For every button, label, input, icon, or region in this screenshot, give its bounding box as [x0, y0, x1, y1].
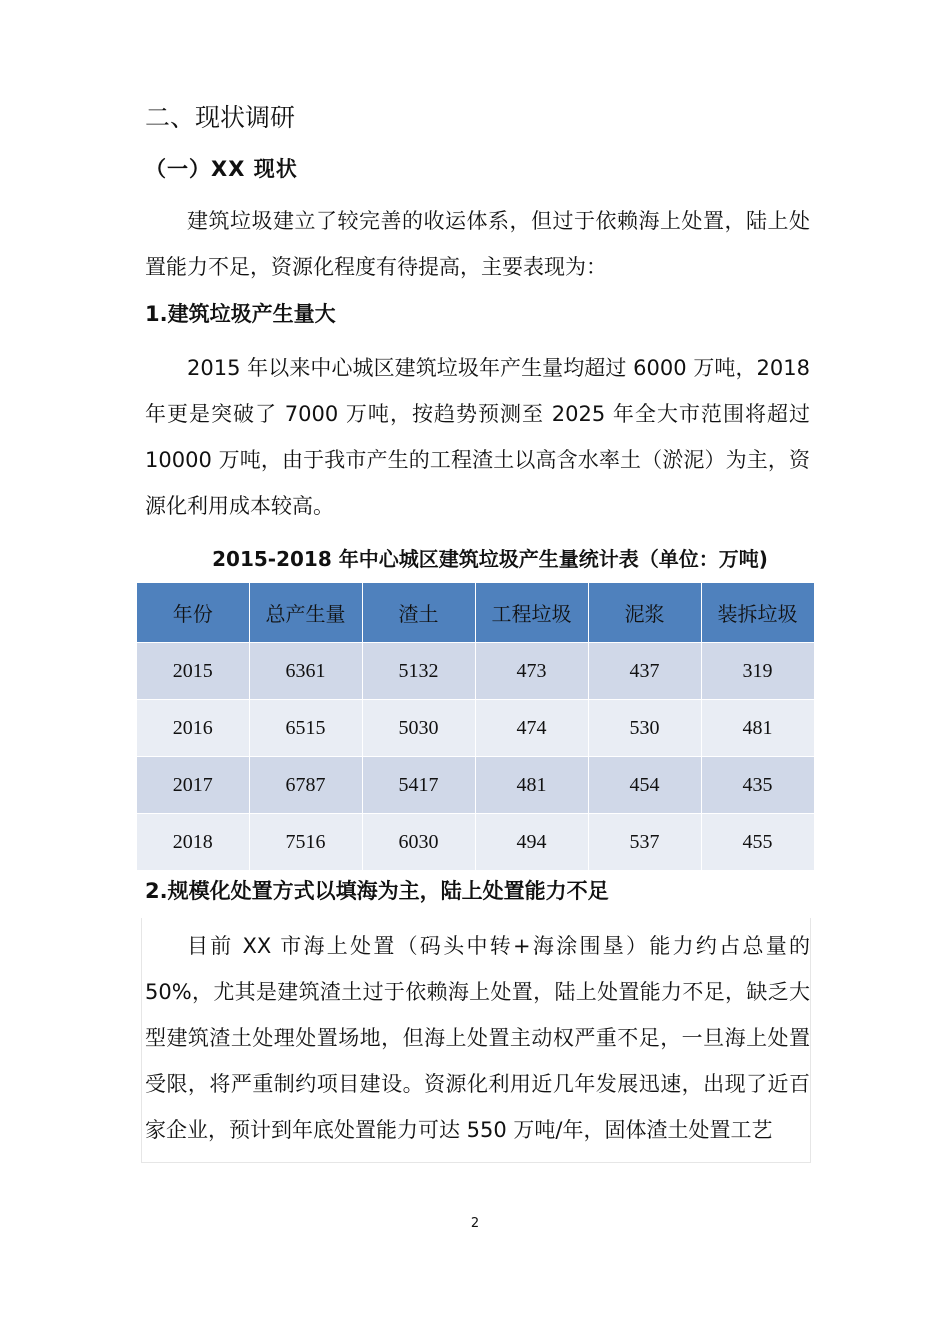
- table-cell: 2017: [137, 757, 249, 814]
- table-cell: 5417: [362, 757, 475, 814]
- table-cell: 454: [588, 757, 701, 814]
- table-cell: 5132: [362, 643, 475, 700]
- table-cell: 435: [701, 757, 814, 814]
- subsection-heading: （一）XX 现状: [145, 157, 298, 181]
- header-muck: 渣土: [362, 583, 475, 643]
- table-cell: 2016: [137, 700, 249, 757]
- table-cell: 473: [475, 643, 588, 700]
- table-cell: 494: [475, 814, 588, 871]
- header-slurry: 泥浆: [588, 583, 701, 643]
- table-cell: 7516: [249, 814, 362, 871]
- table-cell: 474: [475, 700, 588, 757]
- table-cell: 6787: [249, 757, 362, 814]
- table-cell: 319: [701, 643, 814, 700]
- table-cell: 530: [588, 700, 701, 757]
- intro-text: 建筑垃圾建立了较完善的收运体系，但过于依赖海上处置，陆上处置能力不足，资源化程度有待提高，主要表现为：: [145, 209, 810, 279]
- table-header-row: [137, 583, 814, 643]
- table-cell: 537: [588, 814, 701, 871]
- table-cell: 6030: [362, 814, 475, 871]
- table-row: [137, 757, 814, 814]
- table-cell: 2018: [137, 814, 249, 871]
- page-number: 2: [470, 1216, 480, 1231]
- table-row: [137, 814, 814, 871]
- table-cell: 455: [701, 814, 814, 871]
- section1-text: 2015 年以来中心城区建筑垃圾年产生量均超过 6000 万吨，2018 年更是突破了 7000 万吨，按趋势预测至 2025 年全大市范围将超过 10000 万吨，由于我市产生的工程渣土以高含水率土（淤泥）为主，资源化利用成本较高。: [145, 356, 810, 518]
- table-row: [137, 700, 814, 757]
- intro-paragraph: [145, 198, 810, 290]
- table-cell: 6361: [249, 643, 362, 700]
- table-cell: 481: [475, 757, 588, 814]
- section1-title: 1.建筑垃圾产生量大: [145, 302, 336, 326]
- table-cell: 6515: [249, 700, 362, 757]
- header-engineering-waste: 工程垃圾: [475, 583, 588, 643]
- table-cell: 437: [588, 643, 701, 700]
- section2-text: 目前 XX 市海上处置（码头中转+海涂围垦）能力约占总量的 50%，尤其是建筑渣土过于依赖海上处置，陆上处置能力不足，缺乏大型建筑渣土处理处置场地，但海上处置主动权严重不足，一旦海上处置受限，将严重制约项目建设。资源化利用近几年发展迅速，出现了近百家企业，预计到年底处置能力可达 550 万吨/年，固体渣土处置工艺: [145, 934, 810, 1142]
- table-row: [137, 643, 814, 700]
- header-demolition-waste: 装拆垃圾: [701, 583, 814, 643]
- statistics-table: [137, 583, 815, 870]
- table-cell: 481: [701, 700, 814, 757]
- header-total: 总产生量: [249, 583, 362, 643]
- section1-paragraph: [145, 345, 810, 529]
- table-caption: 2015-2018 年中心城区建筑垃圾产生量统计表（单位：万吨): [212, 547, 768, 571]
- section2-title: 2.规模化处置方式以填海为主，陆上处置能力不足: [145, 879, 609, 903]
- section2-paragraph: [145, 923, 810, 1153]
- section-heading: 二、现状调研: [145, 103, 296, 132]
- table-cell: 2015: [137, 643, 249, 700]
- table-cell: 5030: [362, 700, 475, 757]
- header-year: 年份: [137, 583, 249, 643]
